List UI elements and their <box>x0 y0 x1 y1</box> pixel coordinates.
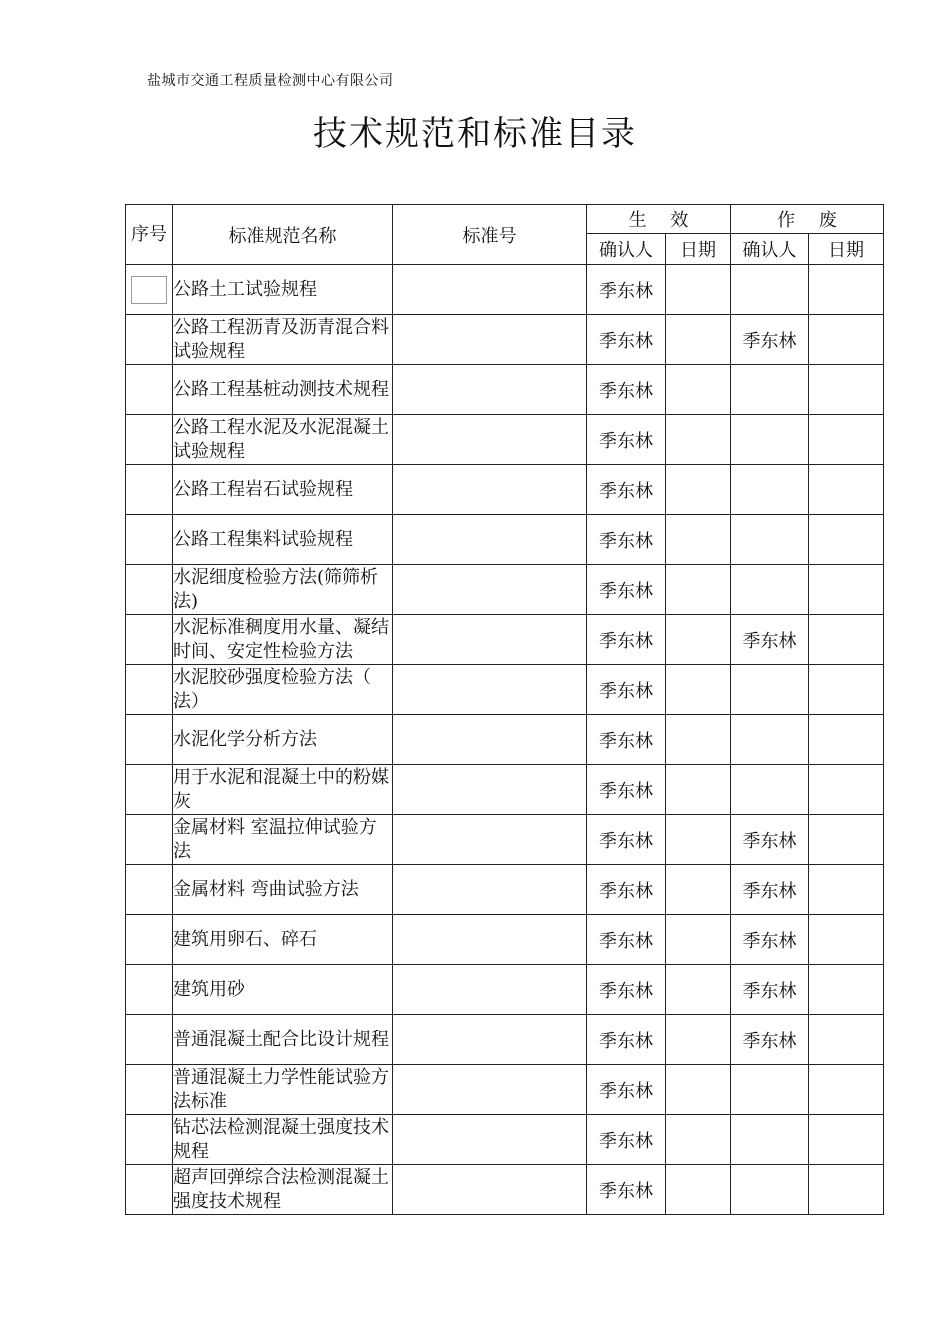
standard-number-cell <box>393 415 587 465</box>
table-row <box>126 615 884 665</box>
standard-number-cell <box>393 515 587 565</box>
effective-confirm-cell: 季东林 <box>587 515 666 565</box>
standard-number-cell <box>393 365 587 415</box>
void-confirm-cell: 季东林 <box>731 815 809 865</box>
table-row <box>126 365 884 415</box>
standard-name-cell: 普通混凝土配合比设计规程 <box>173 1015 393 1065</box>
effective-date-cell <box>666 765 731 815</box>
effective-confirm-cell: 季东林 <box>587 665 666 715</box>
standard-number-cell <box>393 615 587 665</box>
table-row <box>126 565 884 615</box>
void-confirm-cell <box>731 415 809 465</box>
effective-confirm-cell: 季东林 <box>587 965 666 1015</box>
seq-cell <box>126 365 173 415</box>
effective-date-cell <box>666 415 731 465</box>
effective-date-cell <box>666 1115 731 1165</box>
void-confirm-cell <box>731 1065 809 1115</box>
void-confirm-cell: 季东林 <box>731 865 809 915</box>
seq-cell <box>126 415 173 465</box>
table-row <box>126 315 884 365</box>
table-row <box>126 865 884 915</box>
seq-cell <box>126 965 173 1015</box>
table-row <box>126 1165 884 1215</box>
seq-cell <box>126 1115 173 1165</box>
standard-name-cell: 公路工程基桩动测技术规程 <box>173 365 393 415</box>
void-confirm-cell <box>731 565 809 615</box>
company-name: 盐城市交通工程质量检测中心有限公司 <box>147 73 394 89</box>
seq-cell <box>126 565 173 615</box>
standard-number-cell <box>393 665 587 715</box>
standard-number-cell <box>393 265 587 315</box>
void-confirm-cell <box>731 515 809 565</box>
effective-date-cell <box>666 965 731 1015</box>
effective-confirm-cell: 季东林 <box>587 315 666 365</box>
standard-number-cell <box>393 1015 587 1065</box>
table-row <box>126 1115 884 1165</box>
void-confirm-header: 确认人 <box>731 234 809 265</box>
void-date-cell <box>809 1065 884 1115</box>
void-confirm-cell <box>731 465 809 515</box>
effective-confirm-cell: 季东林 <box>587 565 666 615</box>
seq-cell <box>126 1065 173 1115</box>
effective-date-cell <box>666 615 731 665</box>
standard-number-cell <box>393 865 587 915</box>
seq-cell <box>126 815 173 865</box>
void-date-cell <box>809 715 884 765</box>
effective-confirm-cell: 季东林 <box>587 415 666 465</box>
effective-date-cell <box>666 565 731 615</box>
standard-number-cell <box>393 715 587 765</box>
standard-name-cell: 建筑用砂 <box>173 965 393 1015</box>
table-row <box>126 915 884 965</box>
standard-name-cell: 金属材料 弯曲试验方法 <box>173 865 393 915</box>
void-confirm-cell <box>731 1165 809 1215</box>
standard-name-cell: 普通混凝土力学性能试验方法标准 <box>173 1065 393 1115</box>
void-confirm-cell: 季东林 <box>731 965 809 1015</box>
table-row <box>126 1065 884 1115</box>
col-std-header: 标准号 <box>393 205 587 265</box>
void-confirm-cell <box>731 715 809 765</box>
table-row <box>126 815 884 865</box>
void-date-cell <box>809 765 884 815</box>
effective-confirm-cell: 季东林 <box>587 865 666 915</box>
standard-number-cell <box>393 315 587 365</box>
effective-confirm-header: 确认人 <box>587 234 666 265</box>
effective-confirm-cell: 季东林 <box>587 1165 666 1215</box>
standard-number-cell <box>393 465 587 515</box>
seq-cell <box>126 915 173 965</box>
seq-cell <box>126 515 173 565</box>
standard-name-cell: 水泥胶砂强度检验方法（ 法） <box>173 665 393 715</box>
standard-name-cell: 公路工程岩石试验规程 <box>173 465 393 515</box>
void-date-cell <box>809 565 884 615</box>
void-date-cell <box>809 315 884 365</box>
standard-name-cell: 公路工程水泥及水泥混凝土试验规程 <box>173 415 393 465</box>
effective-date-cell <box>666 915 731 965</box>
table-row <box>126 1015 884 1065</box>
void-date-cell <box>809 965 884 1015</box>
standard-number-cell <box>393 915 587 965</box>
seq-cell <box>126 465 173 515</box>
standard-number-cell <box>393 965 587 1015</box>
effective-confirm-cell: 季东林 <box>587 815 666 865</box>
standard-name-cell: 钻芯法检测混凝土强度技术规程 <box>173 1115 393 1165</box>
effective-confirm-cell: 季东林 <box>587 1115 666 1165</box>
seq-cell <box>126 615 173 665</box>
void-date-cell <box>809 915 884 965</box>
void-confirm-cell <box>731 1115 809 1165</box>
effective-date-header: 日期 <box>666 234 731 265</box>
standard-name-cell: 金属材料 室温拉伸试验方法 <box>173 815 393 865</box>
effective-confirm-cell: 季东林 <box>587 915 666 965</box>
group-effective-header: 生 效 <box>587 205 731 234</box>
effective-confirm-cell: 季东林 <box>587 615 666 665</box>
seq-input-box[interactable] <box>131 276 167 304</box>
effective-confirm-cell: 季东林 <box>587 465 666 515</box>
effective-confirm-cell: 季东林 <box>587 715 666 765</box>
standard-number-cell <box>393 565 587 615</box>
effective-confirm-cell: 季东林 <box>587 265 666 315</box>
standard-name-cell: 建筑用卵石、碎石 <box>173 915 393 965</box>
seq-cell <box>126 315 173 365</box>
table-row <box>126 765 884 815</box>
effective-confirm-cell: 季东林 <box>587 365 666 415</box>
standard-number-cell <box>393 765 587 815</box>
effective-date-cell <box>666 1065 731 1115</box>
void-date-cell <box>809 415 884 465</box>
table-row <box>126 715 884 765</box>
void-confirm-cell <box>731 265 809 315</box>
void-confirm-cell: 季东林 <box>731 915 809 965</box>
standard-number-cell <box>393 815 587 865</box>
table-row <box>126 515 884 565</box>
effective-date-cell <box>666 815 731 865</box>
effective-date-cell <box>666 515 731 565</box>
seq-cell <box>126 665 173 715</box>
void-date-cell <box>809 1165 884 1215</box>
void-date-cell <box>809 665 884 715</box>
standard-name-cell: 用于水泥和混凝土中的粉媒灰 <box>173 765 393 815</box>
effective-date-cell <box>666 465 731 515</box>
effective-confirm-cell: 季东林 <box>587 1015 666 1065</box>
effective-date-cell <box>666 365 731 415</box>
effective-date-cell <box>666 315 731 365</box>
group-void-header: 作 废 <box>731 205 884 234</box>
void-date-cell <box>809 365 884 415</box>
col-seq-header: 序号 <box>126 205 173 265</box>
table-row <box>126 665 884 715</box>
effective-date-cell <box>666 715 731 765</box>
void-date-cell <box>809 515 884 565</box>
table-row <box>126 965 884 1015</box>
standard-name-cell: 水泥细度检验方法(筛筛析法) <box>173 565 393 615</box>
standard-number-cell <box>393 1065 587 1115</box>
seq-cell <box>126 765 173 815</box>
void-confirm-cell: 季东林 <box>731 315 809 365</box>
void-confirm-cell <box>731 365 809 415</box>
void-confirm-cell <box>731 765 809 815</box>
standard-number-cell <box>393 1165 587 1215</box>
seq-cell <box>126 715 173 765</box>
void-date-cell <box>809 465 884 515</box>
standard-name-cell: 水泥标准稠度用水量、凝结时间、安定性检验方法 <box>173 615 393 665</box>
void-date-cell <box>809 865 884 915</box>
void-date-cell <box>809 265 884 315</box>
seq-cell <box>126 865 173 915</box>
void-date-cell <box>809 615 884 665</box>
effective-date-cell <box>666 1015 731 1065</box>
void-date-header: 日期 <box>809 234 884 265</box>
void-date-cell <box>809 1015 884 1065</box>
standard-name-cell: 水泥化学分析方法 <box>173 715 393 765</box>
standards-table <box>125 204 884 1215</box>
void-date-cell <box>809 1115 884 1165</box>
table-row <box>126 415 884 465</box>
void-confirm-cell <box>731 665 809 715</box>
void-confirm-cell: 季东林 <box>731 615 809 665</box>
effective-date-cell <box>666 265 731 315</box>
standard-number-cell <box>393 1115 587 1165</box>
standard-name-cell: 超声回弹综合法检测混凝土强度技术规程 <box>173 1165 393 1215</box>
table-row <box>126 465 884 515</box>
table-row <box>126 265 884 315</box>
effective-date-cell <box>666 865 731 915</box>
seq-cell <box>126 1165 173 1215</box>
void-confirm-cell: 季东林 <box>731 1015 809 1065</box>
standard-name-cell: 公路工程沥青及沥青混合料试验规程 <box>173 315 393 365</box>
standard-name-cell: 公路土工试验规程 <box>173 265 393 315</box>
standard-name-cell: 公路工程集料试验规程 <box>173 515 393 565</box>
table-body <box>126 265 884 1215</box>
void-date-cell <box>809 815 884 865</box>
effective-confirm-cell: 季东林 <box>587 765 666 815</box>
col-name-header: 标准规范名称 <box>173 205 393 265</box>
effective-confirm-cell: 季东林 <box>587 1065 666 1115</box>
table-header-row <box>126 205 884 234</box>
seq-cell <box>126 1015 173 1065</box>
seq-cell <box>126 265 173 315</box>
effective-date-cell <box>666 1165 731 1215</box>
effective-date-cell <box>666 665 731 715</box>
page-title: 技术规范和标准目录 <box>313 114 637 154</box>
